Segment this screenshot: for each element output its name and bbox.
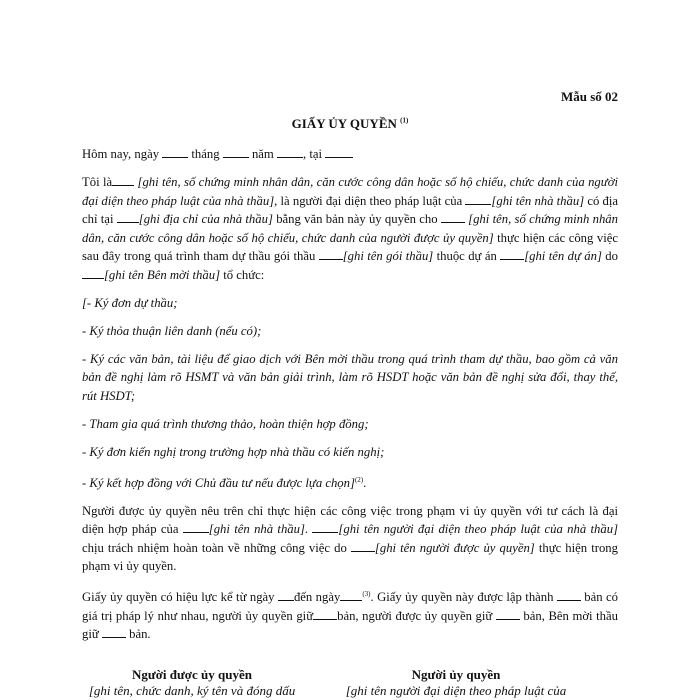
authorizer-heading: Người ủy quyền	[411, 667, 501, 682]
text: do	[601, 249, 618, 263]
authorized-signature-block	[62, 667, 322, 699]
text: bản có giá trị pháp lý như nhau, người ủy quyền giữ	[82, 590, 619, 623]
project-blank	[500, 248, 524, 260]
procuring-entity-blank	[82, 267, 104, 279]
title-text: GIẤY ỦY QUYỀN	[291, 116, 397, 131]
date-line-text: tháng	[188, 147, 223, 161]
text: bản, Bên mời thầu giữ	[82, 608, 618, 642]
title-footnote-ref: (1)	[400, 116, 409, 125]
text: thực hiện trong phạm vi ủy quyền.	[82, 540, 618, 574]
authorizer-signature-block	[326, 667, 586, 699]
list-item: - Ký đơn kiến nghị trong trường hợp nhà thầu có kiến nghị;	[82, 444, 385, 459]
placeholder-text: [ghi tên, số chứng minh nhân dân, căn cước công dân hoặc số hộ chiếu, chức danh của người được ủy quyền]	[82, 212, 618, 245]
text: chịu trách nhiệm hoàn toàn về những công việc do	[82, 540, 351, 555]
text: bản.	[125, 627, 151, 642]
day-blank	[162, 146, 188, 158]
text: .	[304, 522, 313, 537]
date-line-text: Hôm nay, ngày	[82, 147, 163, 161]
text: Giấy ủy quyền có hiệu lực kể từ ngày	[82, 590, 278, 605]
placeholder-text: [ghi tên người đại diện theo pháp luật của nhà thầu]	[338, 522, 619, 537]
list-item-last: - Ký kết hợp đồng với Chủ đầu tư nếu được lựa chọn]$^{(2)}$.	[82, 475, 367, 490]
placeholder-text: [ghi tên, số chứng minh nhân dân, căn cước công dân hoặc số hộ chiếu, chức danh của người đại diện theo pháp luật của nhà thầu]	[82, 175, 618, 208]
date-line	[82, 145, 618, 164]
text: bản, người được ủy quyền giữ	[337, 608, 496, 623]
date-line-text: , tại	[302, 147, 326, 161]
footnote-ref: (3)	[362, 590, 371, 599]
package-blank	[319, 248, 343, 260]
copies-blank	[557, 589, 581, 601]
place-blank	[325, 146, 353, 158]
text: thuộc dự án	[433, 249, 501, 263]
document-title	[0, 116, 700, 132]
list-item: - Ký các văn bản, tài liệu để giao dịch với Bên mời thầu trong quá trình tham dự thầu, bao gồm cả văn bản đề nghị làm rõ HSMT và văn bản giải trình, làm rõ HSDT hoặc văn bản đề nghị sửa đổi, thay thế, rút HSDT;	[82, 351, 618, 403]
placeholder-text: [ghi tên Bên mời thầu]	[104, 267, 221, 282]
list-item: [- Ký đơn dự thầu;	[82, 295, 178, 310]
authorized-heading: Người được ủy quyền	[132, 667, 252, 682]
end-date-blank	[340, 589, 362, 601]
list-item: - Tham gia quá trình thương thảo, hoàn thiện hợp đồng;	[82, 416, 369, 431]
text: có địa chỉ tại	[82, 193, 618, 226]
list-item: - Ký thỏa thuận liên danh (nếu có);	[82, 323, 262, 338]
text: bằng văn bản này ủy quyền cho	[272, 212, 441, 226]
text: thực hiện các công việc sau đây trong quá trình tham dự thầu gói thầu	[82, 230, 618, 263]
authorized-person-blank	[441, 211, 465, 223]
placeholder-text: [ghi tên dự án]	[524, 249, 602, 263]
list-item-text: - Ký kết hợp đồng với Chủ đầu tư nếu được lựa chọn]	[82, 475, 355, 490]
text: Người được ủy quyền nêu trên chỉ thực hiện các công việc trong phạm vi ủy quyền với tư cách là đại diện hợp pháp của	[82, 503, 618, 537]
month-blank	[223, 146, 249, 158]
form-number: Mẫu số 02	[560, 89, 618, 104]
placeholder-text: [ghi tên nhà thầu]	[491, 193, 585, 208]
scope-paragraph	[82, 502, 618, 576]
authorized-person-blank	[351, 540, 375, 552]
authorized-instruction: [ghi tên, chức danh, ký tên và đóng dấu	[88, 683, 296, 698]
placeholder-text: [ghi tên gói thầu]	[342, 249, 434, 263]
authorizer-instruction: [ghi tên người đại diện theo pháp luật của	[345, 683, 567, 698]
text: tổ chức:	[220, 267, 265, 282]
authorized-copies-blank	[496, 608, 520, 620]
name-blank	[112, 174, 134, 186]
address-blank	[117, 211, 139, 223]
year-blank	[277, 146, 303, 158]
footnote-ref: (2)	[354, 475, 364, 484]
validity-paragraph	[82, 585, 618, 644]
text: . Giấy ủy quyền này được lập thành	[370, 590, 557, 605]
document-body	[82, 145, 618, 653]
contractor-blank	[183, 521, 209, 533]
placeholder-text: [ghi tên người được ủy quyền]	[374, 540, 535, 555]
placeholder-text: [ghi địa chỉ của nhà thầu]	[138, 212, 273, 226]
authorization-paragraph	[82, 173, 618, 284]
text: , là người đại diện theo pháp luật của	[274, 193, 466, 208]
representative-blank	[312, 521, 338, 533]
placeholder-text: [ghi tên nhà thầu]	[208, 522, 305, 537]
text: đến ngày	[293, 590, 341, 605]
text: Tôi là	[82, 175, 113, 189]
procuring-copies-blank	[102, 626, 126, 638]
start-date-blank	[278, 589, 294, 601]
authorizer-copies-blank	[313, 608, 337, 620]
contractor-blank	[465, 193, 491, 205]
date-line-text: năm	[248, 147, 277, 161]
